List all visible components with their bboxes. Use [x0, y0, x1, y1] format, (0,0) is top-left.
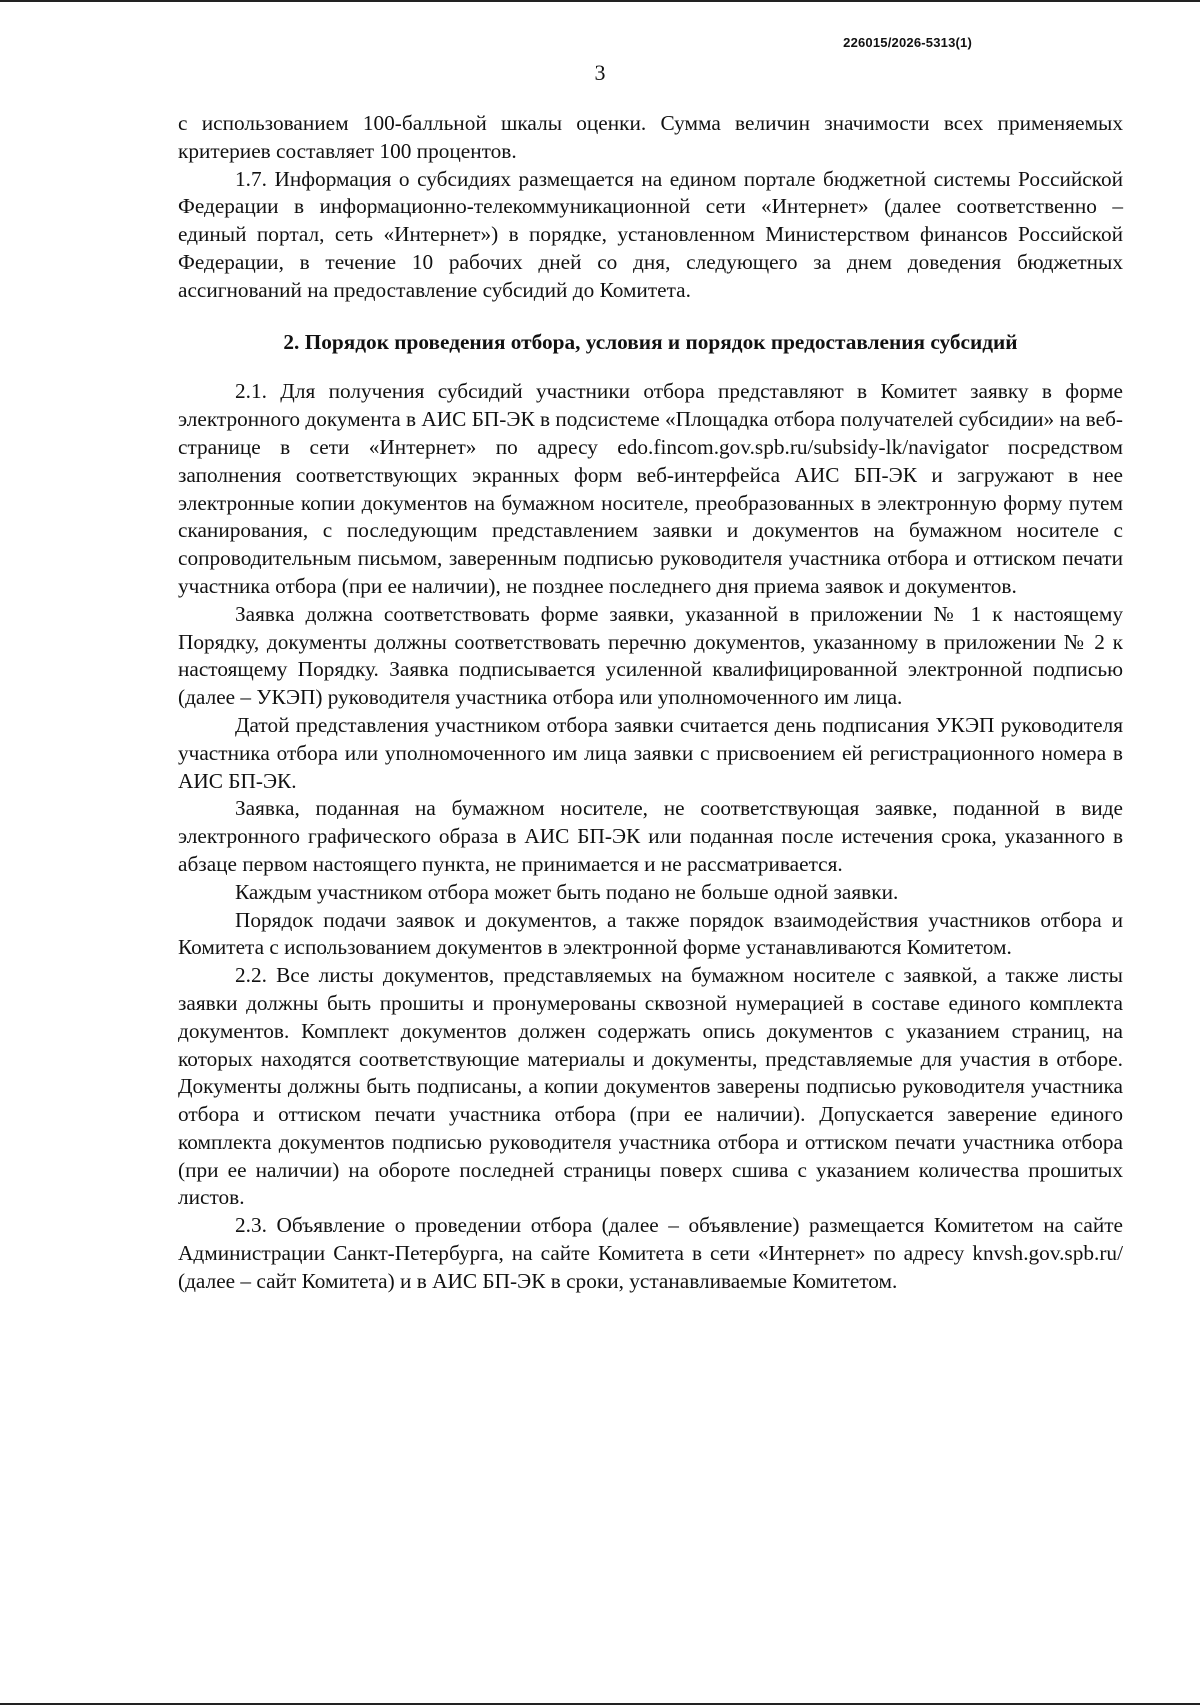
paragraph-2-3: 2.3. Объявление о проведении отбора (далее – объявление) размещается Комитетом на сайте Администрации Санкт-Петербурга, на сайте Комитета в сети «Интернет» по адресу knvsh.gov.spb.ru/ (далее – сайт Комитета) и в АИС БП-ЭК в сроки, устанавливаемые Комитетом. — [178, 1213, 1123, 1293]
document-body — [178, 110, 1123, 1296]
paragraph-paper-application: Заявка, поданная на бумажном носителе, не соответствующая заявке, поданной в виде электронного графического образа в АИС БП-ЭК или поданная после истечения срока, указанного в абзаце первом настоящего пункта, не принимается и не рассматривается. — [178, 796, 1123, 876]
paragraph-submission-date: Датой представления участником отбора заявки считается день подписания УКЭП руководителя участника отбора или уполномоченного им лица заявки с присвоением ей регистрационного номера в АИС БП-ЭК. — [178, 712, 1123, 793]
paragraph-2-1: 2.1. Для получения субсидий участники отбора представляют в Комитет заявку в форме электронного документа в АИС БП-ЭК в подсистеме «Площадка отбора получателей субсидии» на веб-странице в сети «Интернет» по адресу edo.fincom.gov.spb.ru/subsidy-lk/navigator посредством заполнения соответствующих экранных форм веб-интерфейса АИС БП-ЭК и загружают в нее электронные копии документов на бумажном носителе, преобразованных в электронную форму путем сканирования, с последующим представлением заявки и документов на бумажном носителе с сопроводительным письмом, заверенным подписью руководителя участника отбора и оттиском печати участника отбора (при ее наличии), не позднее последнего дня приема заявок и документов. — [178, 379, 1123, 598]
paragraph-2-2: 2.2. Все листы документов, представляемых на бумажном носителе с заявкой, а также листы заявки должны быть прошиты и пронумерованы сквозной нумерацией в составе единого комплекта документов. Комплект документов должен содержать опись документов с указанием страниц, на которых находятся соответствующие материалы и документы, представляемые для участия в отборе. Документы должны быть подписаны, а копии документов заверены подписью руководителя участника отбора и оттиском печати участника отбора (при ее наличии). Допускается заверение единого комплекта документов подписью руководителя участника отбора и оттиском печати участника отбора (при ее наличии) на обороте последней страницы поверх сшива с указанием количества прошитых листов. — [178, 963, 1123, 1210]
paragraph-1-7: 1.7. Информация о субсидиях размещается на едином портале бюджетной системы Российской Федерации в информационно-телекоммуникационной сети «Интернет» (далее соответственно – единый портал, сеть «Интернет») в порядке, установленном Министерством финансов Российской Федерации, в течение 10 рабочих дней со дня, следующего за днем доведения бюджетных ассигнований на предоставление субсидий до Комитета. — [178, 166, 1123, 302]
scan-bottom-edge — [0, 1703, 1200, 1705]
paragraph-continuation: с использованием 100-балльной шкалы оценки. Сумма величин значимости всех применяемых критериев составляет 100 процентов. — [178, 111, 1123, 163]
paragraph-submission-procedure: Порядок подачи заявок и документов, а также порядок взаимодействия участников отбора и Комитета с использованием документов в электронной форме устанавливаются Комитетом. — [178, 907, 1123, 960]
page-number: 3 — [594, 60, 606, 85]
section-heading: 2. Порядок проведения отбора, условия и порядок предоставления субсидий — [283, 329, 1018, 354]
registration-number: 226015/2026-5313(1) — [843, 35, 972, 50]
scan-top-edge — [0, 0, 1200, 2]
paragraph-application-form: Заявка должна соответствовать форме заявки, указанной в приложении № 1 к настоящему Порядку, документы должны соответствовать перечню документов, указанному в приложении № 2 к настоящему Порядку. Заявка подписывается усиленной квалифицированной электронной подписью (далее – УКЭП) руководителя участника отбора или уполномоченного им лица. — [178, 601, 1123, 710]
paragraph-one-application: Каждым участником отбора может быть подано не больше одной заявки. — [235, 879, 899, 904]
